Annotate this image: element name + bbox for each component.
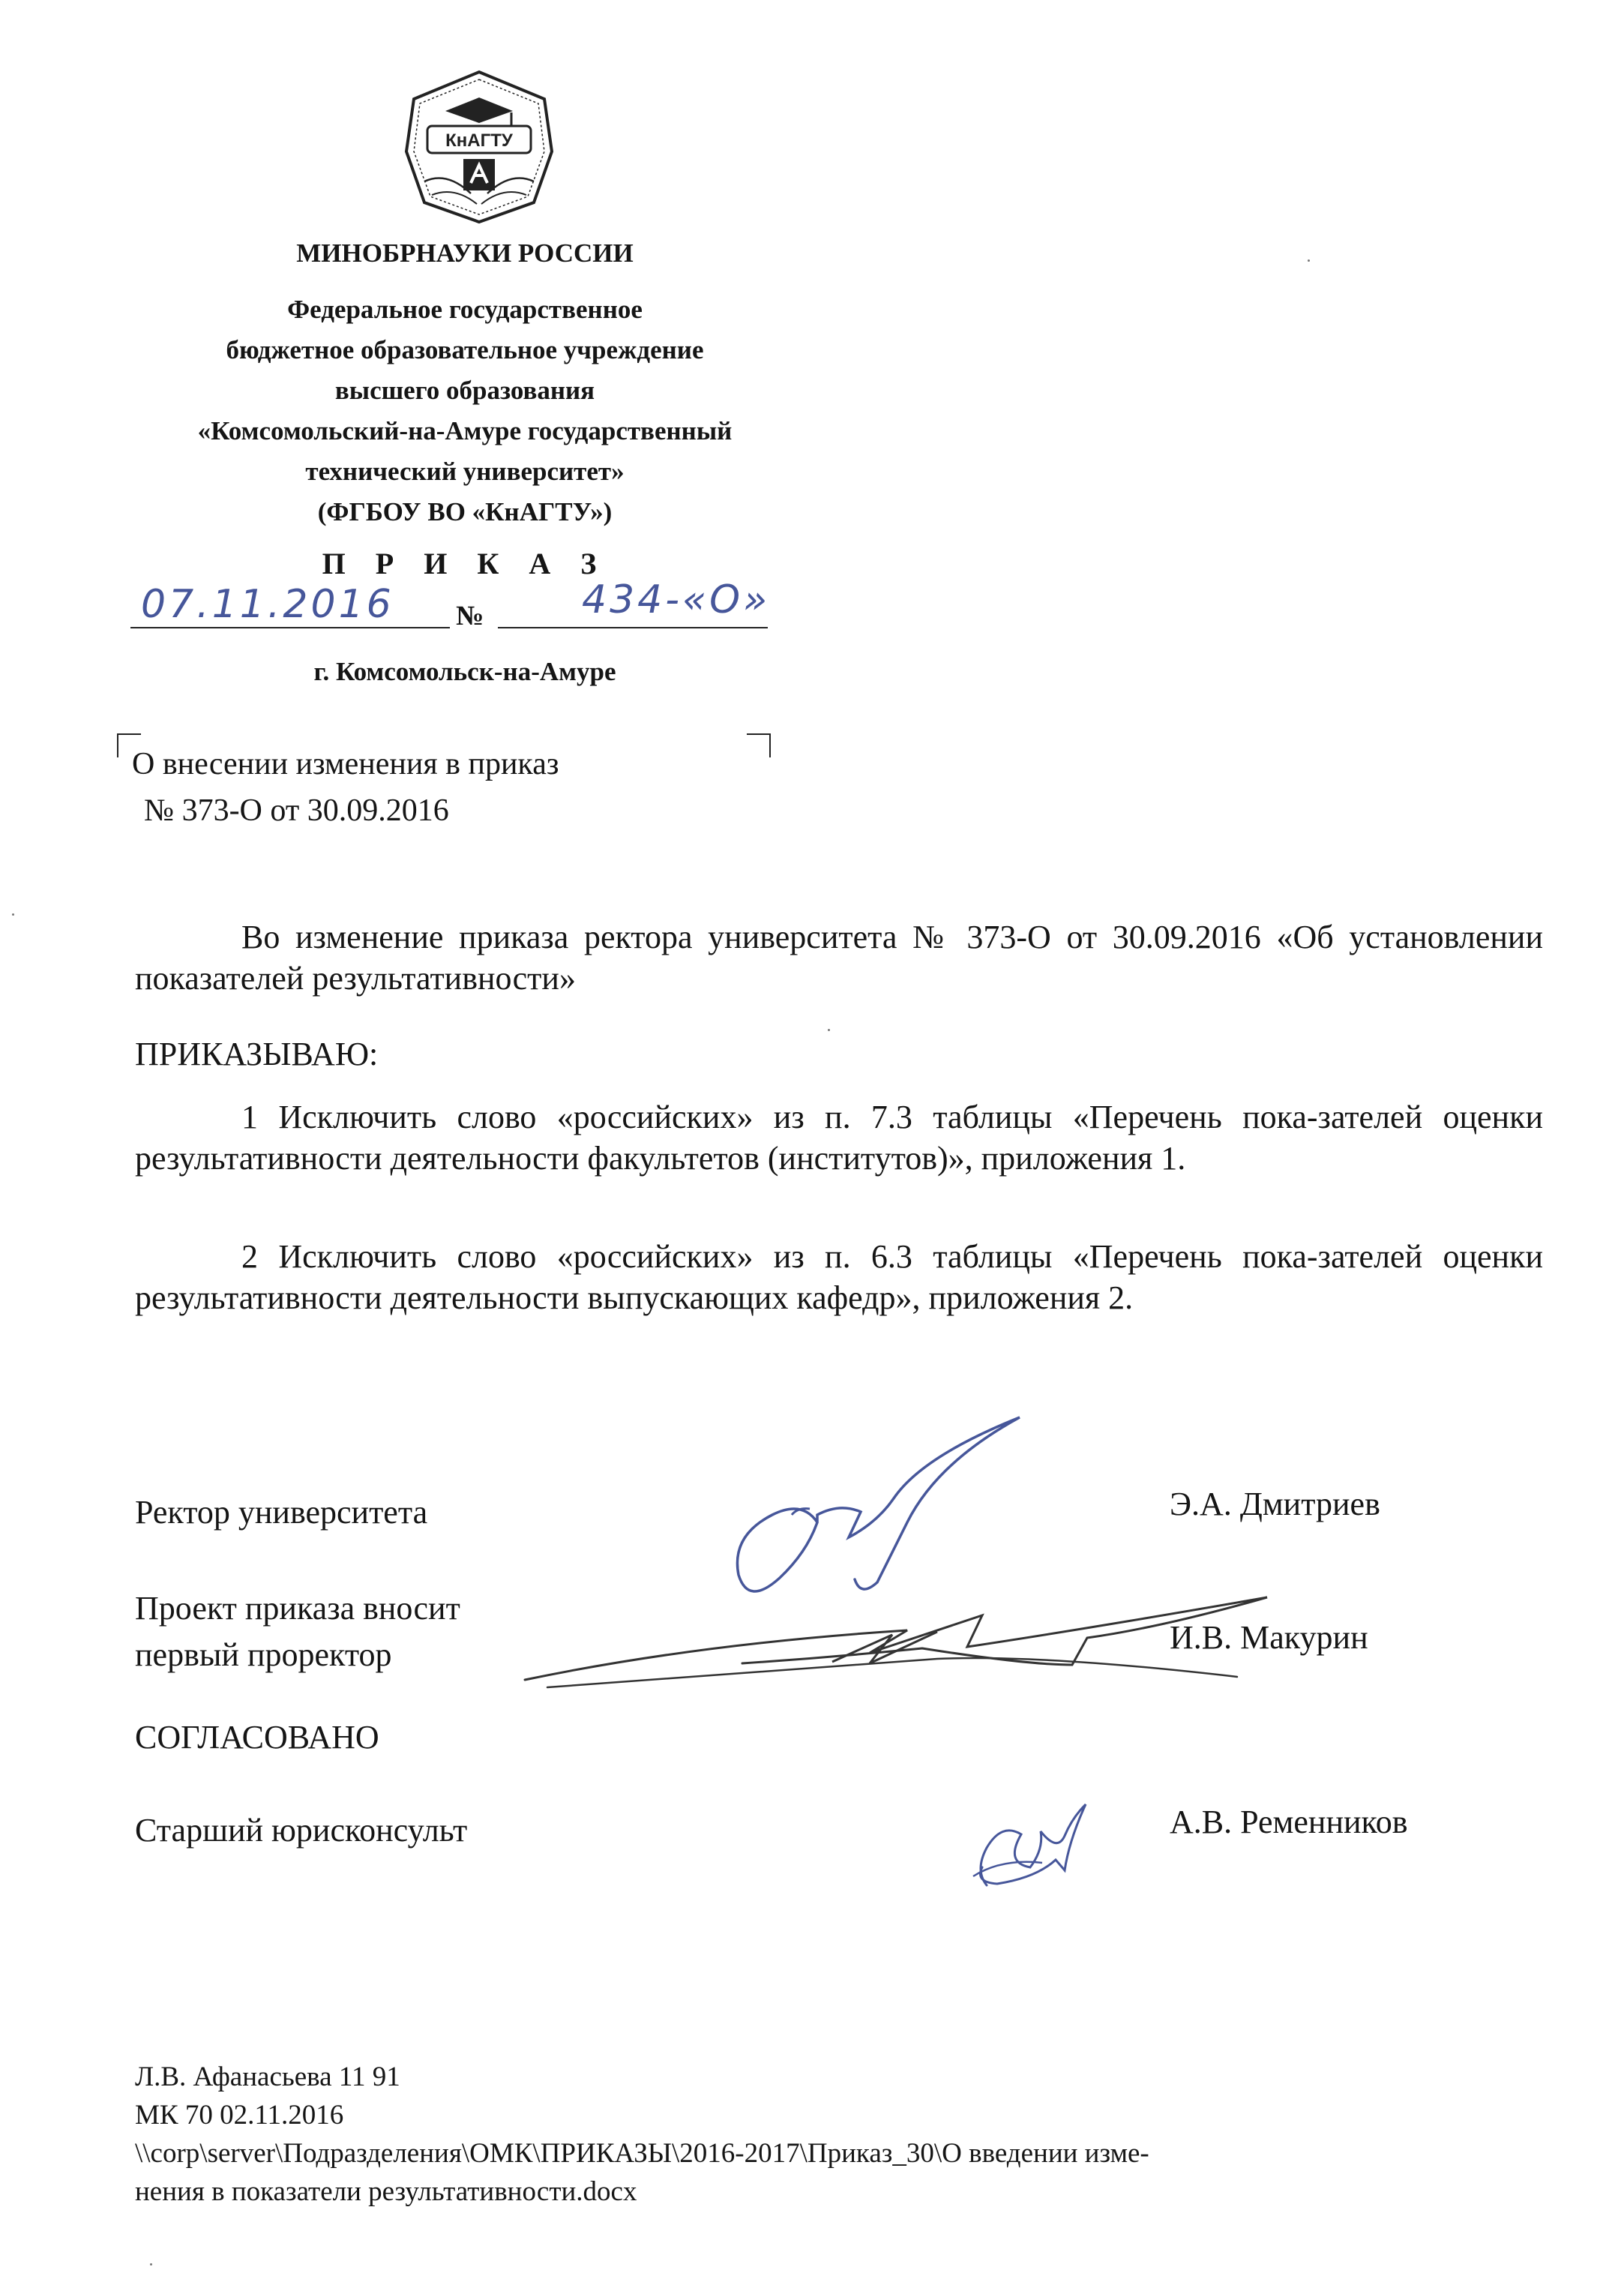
agreed-heading: СОГЛАСОВАНО xyxy=(135,1719,379,1756)
first-vice-rector-signature-image xyxy=(517,1575,1275,1695)
preamble-paragraph: Во изменение приказа ректора университета № 373-О от 30.09.2016 «Об установлении показателей результативности» xyxy=(135,919,1543,997)
handwritten-date: 07.11.2016 xyxy=(141,582,394,627)
number-sign: № xyxy=(456,601,484,631)
lawyer-signature-image xyxy=(952,1795,1095,1900)
submitter-name: И.В. Макурин xyxy=(1170,1619,1368,1656)
submitter-role-line: Проект приказа вносит xyxy=(135,1590,460,1627)
file-path-line: \\corp\server\Подразделения\ОМК\ПРИКАЗЫ\2016-2017\Приказ_30\О введении изме- xyxy=(135,2138,1149,2169)
org-line: (ФГБОУ ВО «КнАГТУ») xyxy=(317,497,613,526)
order-item-1: 1 Исключить слово «российских» из п. 7.3 таблицы «Перечень пока-зателей оценки результативности деятельности факультетов (институтов)», приложения 1. xyxy=(135,1099,1543,1177)
subject-line: О внесении изменения в приказ xyxy=(132,747,559,781)
org-line: «Комсомольский-на-Амуре государственный xyxy=(197,416,733,445)
lawyer-name: А.В. Ременников xyxy=(1170,1804,1408,1840)
submitter-role-line: первый проректор xyxy=(135,1636,392,1673)
order-subject xyxy=(132,741,559,834)
subject-corner-right xyxy=(747,733,771,757)
svg-text:КнАГТУ: КнАГТУ xyxy=(445,130,513,151)
lawyer-role: Старший юрисконсульт xyxy=(135,1812,468,1849)
scan-speck xyxy=(150,2263,152,2266)
date-number-line xyxy=(130,577,771,634)
organization-name xyxy=(120,289,810,532)
handwritten-order-number: 434-«О» xyxy=(582,577,771,622)
document-type-title: П Р И К А З xyxy=(322,547,608,580)
order-item-2: 2 Исключить слово «российских» из п. 6.3 таблицы «Перечень пока-зателей оценки результативности деятельности выпускающих кафедр», приложения 2. xyxy=(135,1238,1543,1316)
university-logo xyxy=(402,69,556,226)
subject-line: № 373-О от 30.09.2016 xyxy=(144,793,449,828)
ministry-title: МИНОБРНАУКИ РОССИИ xyxy=(296,238,634,268)
org-line: высшего образования xyxy=(334,376,595,405)
org-line: бюджетное образовательное учреждение xyxy=(226,335,704,364)
scan-speck xyxy=(12,913,14,916)
rector-role: Ректор университета xyxy=(135,1494,428,1531)
org-line: Федеральное государственное xyxy=(287,295,643,324)
number-underline xyxy=(498,627,768,628)
executor-line: Л.В. Афанасьева 11 91 xyxy=(135,2062,400,2092)
document-footer xyxy=(135,2058,1560,2211)
city: г. Комсомольск-на-Амуре xyxy=(313,657,616,686)
code-line: МК 70 02.11.2016 xyxy=(135,2100,344,2131)
scan-speck xyxy=(828,1029,830,1031)
order-word: ПРИКАЗЫВАЮ: xyxy=(135,1036,379,1072)
file-path-line: нения в показатели результативности.docx xyxy=(135,2176,637,2207)
date-underline xyxy=(130,627,450,628)
org-line: технический университет» xyxy=(305,457,625,486)
rector-name: Э.А. Дмитриев xyxy=(1170,1486,1380,1522)
scan-speck xyxy=(1308,259,1310,262)
submitter-role xyxy=(135,1585,460,1678)
